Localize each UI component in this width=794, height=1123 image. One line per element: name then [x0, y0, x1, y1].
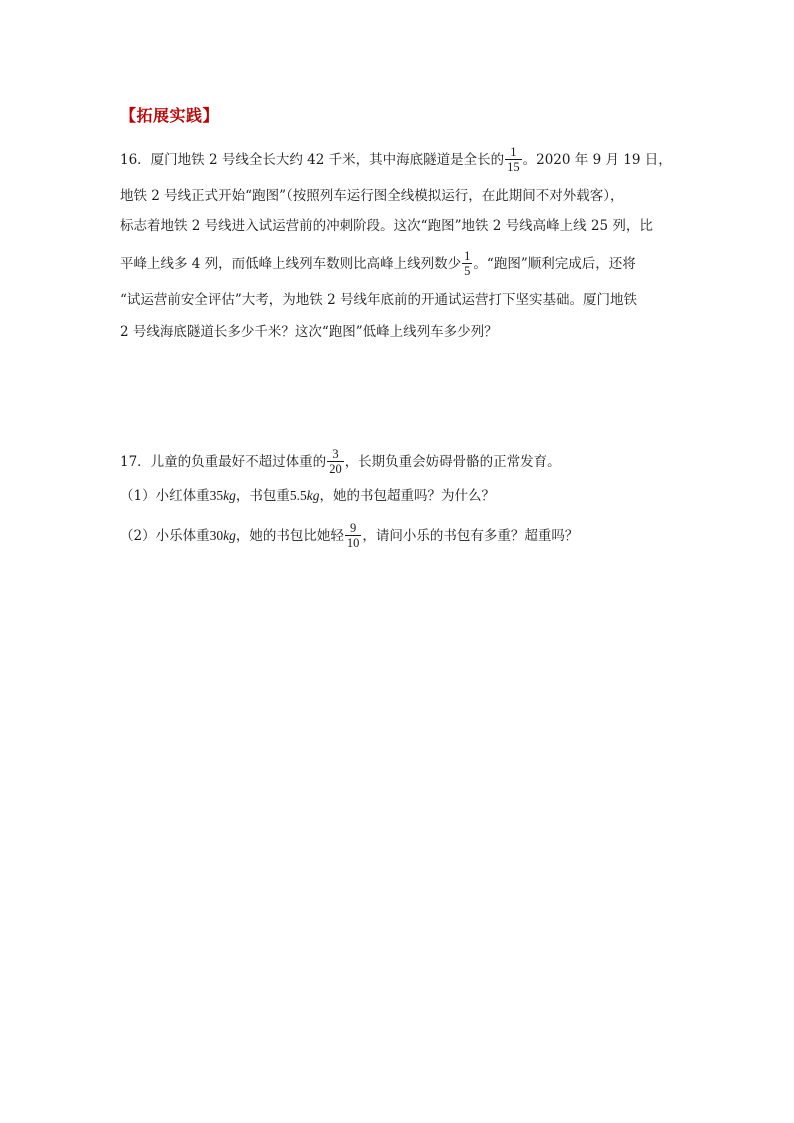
q17-p1-text-b: ，书包重	[235, 488, 290, 504]
q17-p2-unit: kg	[223, 528, 236, 543]
q17-p1-text-c: ，她的书包超重吗？为什么？	[319, 488, 495, 504]
q16-text-4b: 。“跑图”顺利完成后，还将	[473, 256, 636, 272]
q16-line-1	[120, 146, 672, 175]
fraction-numerator: 9	[349, 521, 357, 535]
fraction-numerator: 3	[332, 447, 339, 461]
q17-p1-weight: 35	[209, 488, 224, 503]
q17-p1-unit-2: kg	[306, 488, 320, 503]
q16-text-4a: 平峰上线多 4 列，而低峰上线列车数则比高峰上线列数少	[120, 256, 462, 272]
q17-part-1	[120, 486, 495, 506]
q16-line-6: 2 号线海底隧道长多少千米？这次“跑图”低峰上线列车多少列？	[120, 324, 498, 340]
q16-text-1a: 16．厦门地铁 2 号线全长大约 42 千米，其中海底隧道是全长的	[120, 152, 505, 168]
q16-line-4	[120, 250, 636, 279]
fraction-denominator: 5	[464, 264, 471, 278]
q17-text-1b: ，长期负重会妨碍骨骼的正常发育。	[344, 454, 561, 470]
q17-p1-text-a: （1）小红体重	[120, 488, 210, 504]
fraction-denominator: 10	[346, 536, 360, 550]
fraction-numerator: 1	[464, 249, 471, 263]
q17-part-2	[120, 522, 578, 551]
q16-line-5: “试运营前安全评估”大考，为地铁 2 号线年底前的开通试运营打下坚实基础。厦门地铁	[120, 292, 637, 308]
q16-line-3: 标志着地铁 2 号线进入试运营前的冲刺阶段。这次“跑图”地铁 2 号线高峰上线 25 列，比	[120, 218, 653, 234]
q17-p2-text-b: ，她的书包比她轻	[235, 528, 344, 544]
q17-fraction-3-20	[327, 447, 344, 476]
q17-p2-text-a: （2）小乐体重	[120, 528, 210, 544]
q16-fraction-1-15	[505, 145, 522, 174]
q17-p2-text-c: ，请问小乐的书包有多重？超重吗？	[362, 528, 579, 544]
q17-fraction-9-10	[345, 521, 362, 550]
q17-p1-bag-weight: 5.5	[289, 488, 307, 503]
q17-text-1a: 17．儿童的负重最好不超过体重的	[120, 454, 327, 470]
q17-p1-unit: kg	[223, 488, 236, 503]
section-heading: 【拓展实践】	[120, 106, 220, 125]
fraction-denominator: 15	[507, 160, 520, 174]
q16-text-1b: 。2020 年 9 月 19 日，	[522, 152, 672, 168]
q17-p2-weight: 30	[209, 528, 224, 543]
q16-fraction-1-5	[462, 249, 472, 278]
q16-line-2: 地铁 2 号线正式开始“跑图”（按照列车运行图全线模拟运行，在此期间不对外载客），	[120, 188, 624, 204]
fraction-numerator: 1	[510, 145, 517, 159]
fraction-denominator: 20	[329, 462, 342, 476]
q17-line-1	[120, 448, 561, 477]
